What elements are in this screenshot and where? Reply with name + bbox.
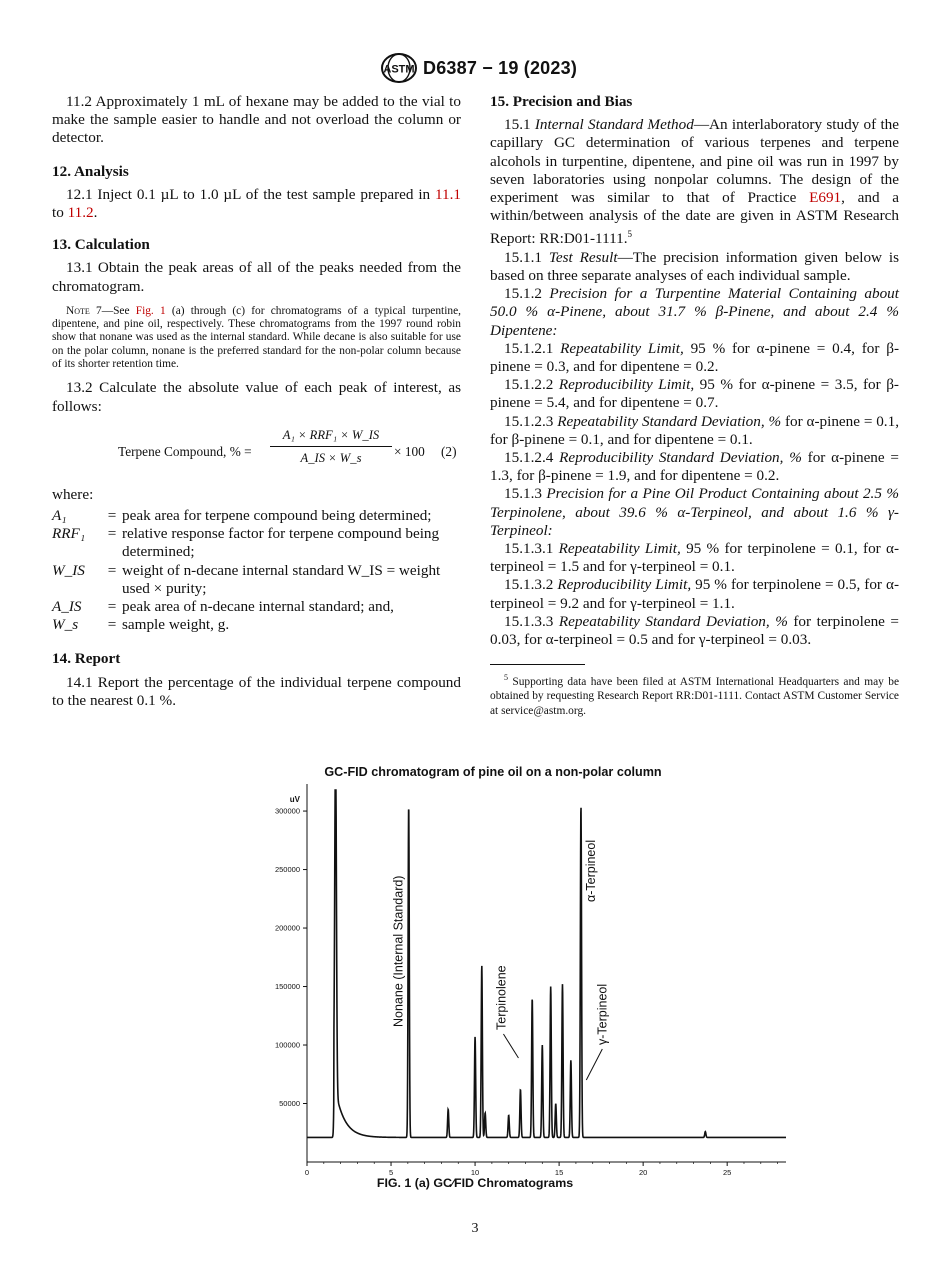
terpinolene-pointer [503, 1034, 518, 1058]
peak-annotation-label: γ-Terpineol [595, 983, 610, 1045]
paragraph-11-2: 11.2 Approximately 1 mL of hexane may be added to the vial to make the sample easier to handle and not overload the column or detector. [52, 93, 461, 147]
peak-annotation-label: Terpinolene [494, 965, 509, 1030]
paragraph-15-1-3: 15.1.3 Precision for a Pine Oil Product Containing about 2.5 % Terpinolene, about 39.6 % α-Terpineol, and about 1.6 % γ-Terpineol: [490, 485, 899, 539]
x-tick-label: 10 [470, 1168, 480, 1177]
x-tick-label: 15 [554, 1168, 564, 1177]
equation-number: (2) [441, 443, 457, 459]
peak-annotation-label: Nonane (Internal Standard) [391, 875, 406, 1027]
paragraph-14-1: 14.1 Report the percentage of the individual terpene compound to the nearest 0.1 %. [52, 673, 461, 709]
paragraph-15-1-3-3: 15.1.3.3 Repeatability Standard Deviation, % for terpinolene = 0.03, for α-terpineol = 0.5 and for γ-terpineol = 0.03. [490, 612, 899, 648]
heading-analysis: 12. Analysis [52, 162, 129, 180]
y-axis-unit-label: uV [289, 795, 300, 804]
chart-ticks [275, 807, 778, 1177]
paragraph-12-1: 12.1 Inject 0.1 µL to 1.0 µL of the test sample prepared in 11.1 to 11.2. [52, 185, 461, 222]
page-number: 3 [471, 1221, 479, 1236]
equation-2: Terpene Compound, % = A₁ × RRF₁ × W_IS A_IS × W_s × 100 (2) [52, 426, 461, 478]
y-tick-label: 150000 [274, 982, 300, 992]
peak-annotations [335, 790, 705, 1132]
paragraph-15-1-2-3: 15.1.2.3 Repeatability Standard Deviation, % for α-pinene = 0.1, for β-pinene = 0.1, and for dipentene = 0.1. [490, 412, 899, 448]
footnote-rule [490, 664, 585, 665]
right-column [490, 93, 899, 718]
figure-caption: FIG. 1 (a) GC⁄FID Chromatograms [376, 1176, 574, 1190]
y-tick-label: 50000 [279, 1099, 300, 1109]
chart-axes [307, 784, 786, 1162]
x-tick-label: 20 [638, 1168, 648, 1177]
paragraph-15-1-2-4: 15.1.2.4 Reproducibility Standard Deviation, % for α-pinene = 1.3, for β-pinene = 1.9, and for dipentene = 0.2. [490, 448, 899, 485]
page-header [0, 50, 950, 86]
chart-title: GC-FID chromatogram of pine oil on a non-polar column [324, 765, 662, 779]
peak-annotation-label: α-Terpineol [583, 839, 598, 902]
heading-report: 14. Report [52, 650, 121, 668]
heading-precision-bias: 15. Precision and Bias [490, 93, 633, 110]
x-tick-label: 5 [388, 1168, 394, 1177]
chromatogram-trace [307, 790, 786, 1137]
paragraph-15-1: 15.1 Internal Standard Method—An interlaboratory study of the capillary GC determination of various terpenes and terpene alcohols in turpentine, dipentene, and pine oil was run in 1997 by seven laboratories using nonpolar columns. The design of the experiment was similar to that of Practice E691, and a within/between analysis of the date are given in ASTM Research Report: RR:D01-1111.$^5$ [490, 116, 900, 248]
definition-row: A₁ = peak area for terpene compound being determined; [52, 506, 432, 524]
definition-row: W_IS = weight of n-decane internal standard W_IS = weight used × purity; [52, 561, 441, 597]
paragraph-15-1-3-2: 15.1.3.2 Reproducibility Limit, 95 % for terpinolene = 0.5, for α-terpineol = 9.2 and for γ-terpineol = 1.1. [490, 576, 899, 612]
link-e691[interactable]: E691 [809, 189, 842, 207]
paragraph-15-1-2-1: 15.1.2.1 Repeatability Limit, 95 % for α-pinene = 0.4, for β-pinene = 0.3, and for dipentene = 0.2. [490, 339, 900, 375]
paragraph-13-1: 13.1 Obtain the peak areas of all of the peaks needed from the chromatogram. [52, 259, 461, 295]
paragraph-15-1-2-2: 15.1.2.2 Reproducibility Limit, 95 % for α-pinene = 3.5, for β-pinene = 5.4, and for dipentene = 0.7. [490, 376, 899, 412]
y-tick-label: 100000 [274, 1040, 300, 1050]
chromatogram-chart [268, 762, 798, 1202]
definition-row: W_s = sample weight, g. [52, 616, 230, 634]
equation-fraction: A₁ × RRF₁ × W_IS A_IS × W_s [270, 426, 392, 467]
where-label: where: [52, 485, 94, 503]
x-tick-label: 25 [723, 1168, 732, 1177]
paragraph-13-2: 13.2 Calculate the absolute value of each peak of interest, as follows: [52, 379, 461, 415]
paragraph-15-1-2: 15.1.2 Precision for a Turpentine Material Containing about 50.0 % α-Pinene, about 31.7 % β-Pinene, and about 2.4 % Dipentene: [490, 285, 899, 339]
heading-calculation: 13. Calculation [52, 236, 150, 254]
definition-row: A_IS = peak area of n-decane internal standard; and, [52, 597, 394, 615]
link-11-1[interactable]: 11.1 [434, 185, 461, 203]
footnote-5: $^5$ Supporting data have been filed at ASTM International Headquarters and may be obtained by requesting Research Report RR:D01-1111. Contact ASTM Customer Service at service@astm.org. [490, 673, 899, 717]
x-tick-label: 0 [304, 1168, 310, 1177]
symbol-definitions [52, 507, 461, 634]
paragraph-15-1-1: 15.1.1 Test Result—The precision information given below is based on three separate analyses of each individual sample. [490, 248, 900, 284]
svg-text:ASTM: ASTM [383, 63, 415, 76]
gamma-terpineol-pointer [586, 1049, 602, 1080]
y-tick-label: 250000 [274, 865, 300, 875]
link-fig-1[interactable]: Fig. 1 [135, 304, 166, 317]
document-designation: D6387 − 19 (2023) [423, 58, 578, 78]
definition-row: RRF₁ = relative response factor for terpene compound being determined; [52, 525, 440, 561]
link-11-2[interactable]: 11.2 [67, 204, 94, 222]
y-tick-label: 200000 [274, 923, 300, 933]
astm-logo-icon [380, 52, 418, 84]
note-7: Note 7—See Fig. 1 (a) through (c) for chromatograms of a typical turpentine, dipentene, and pine oil, respectively. These chromatograms from the 1997 round robin show that nonane was used as the internal standard. While decane is also suitable for use on the polar column, nonane is the preferred standard for the non-polar column because of its shorter retention time. [52, 304, 461, 371]
left-column [52, 93, 461, 710]
paragraph-15-1-3-1: 15.1.3.1 Repeatability Limit, 95 % for terpinolene = 0.1, for α-terpineol = 1.5 and for γ-terpineol = 0.1. [490, 539, 900, 576]
y-tick-label: 300000 [274, 806, 300, 816]
